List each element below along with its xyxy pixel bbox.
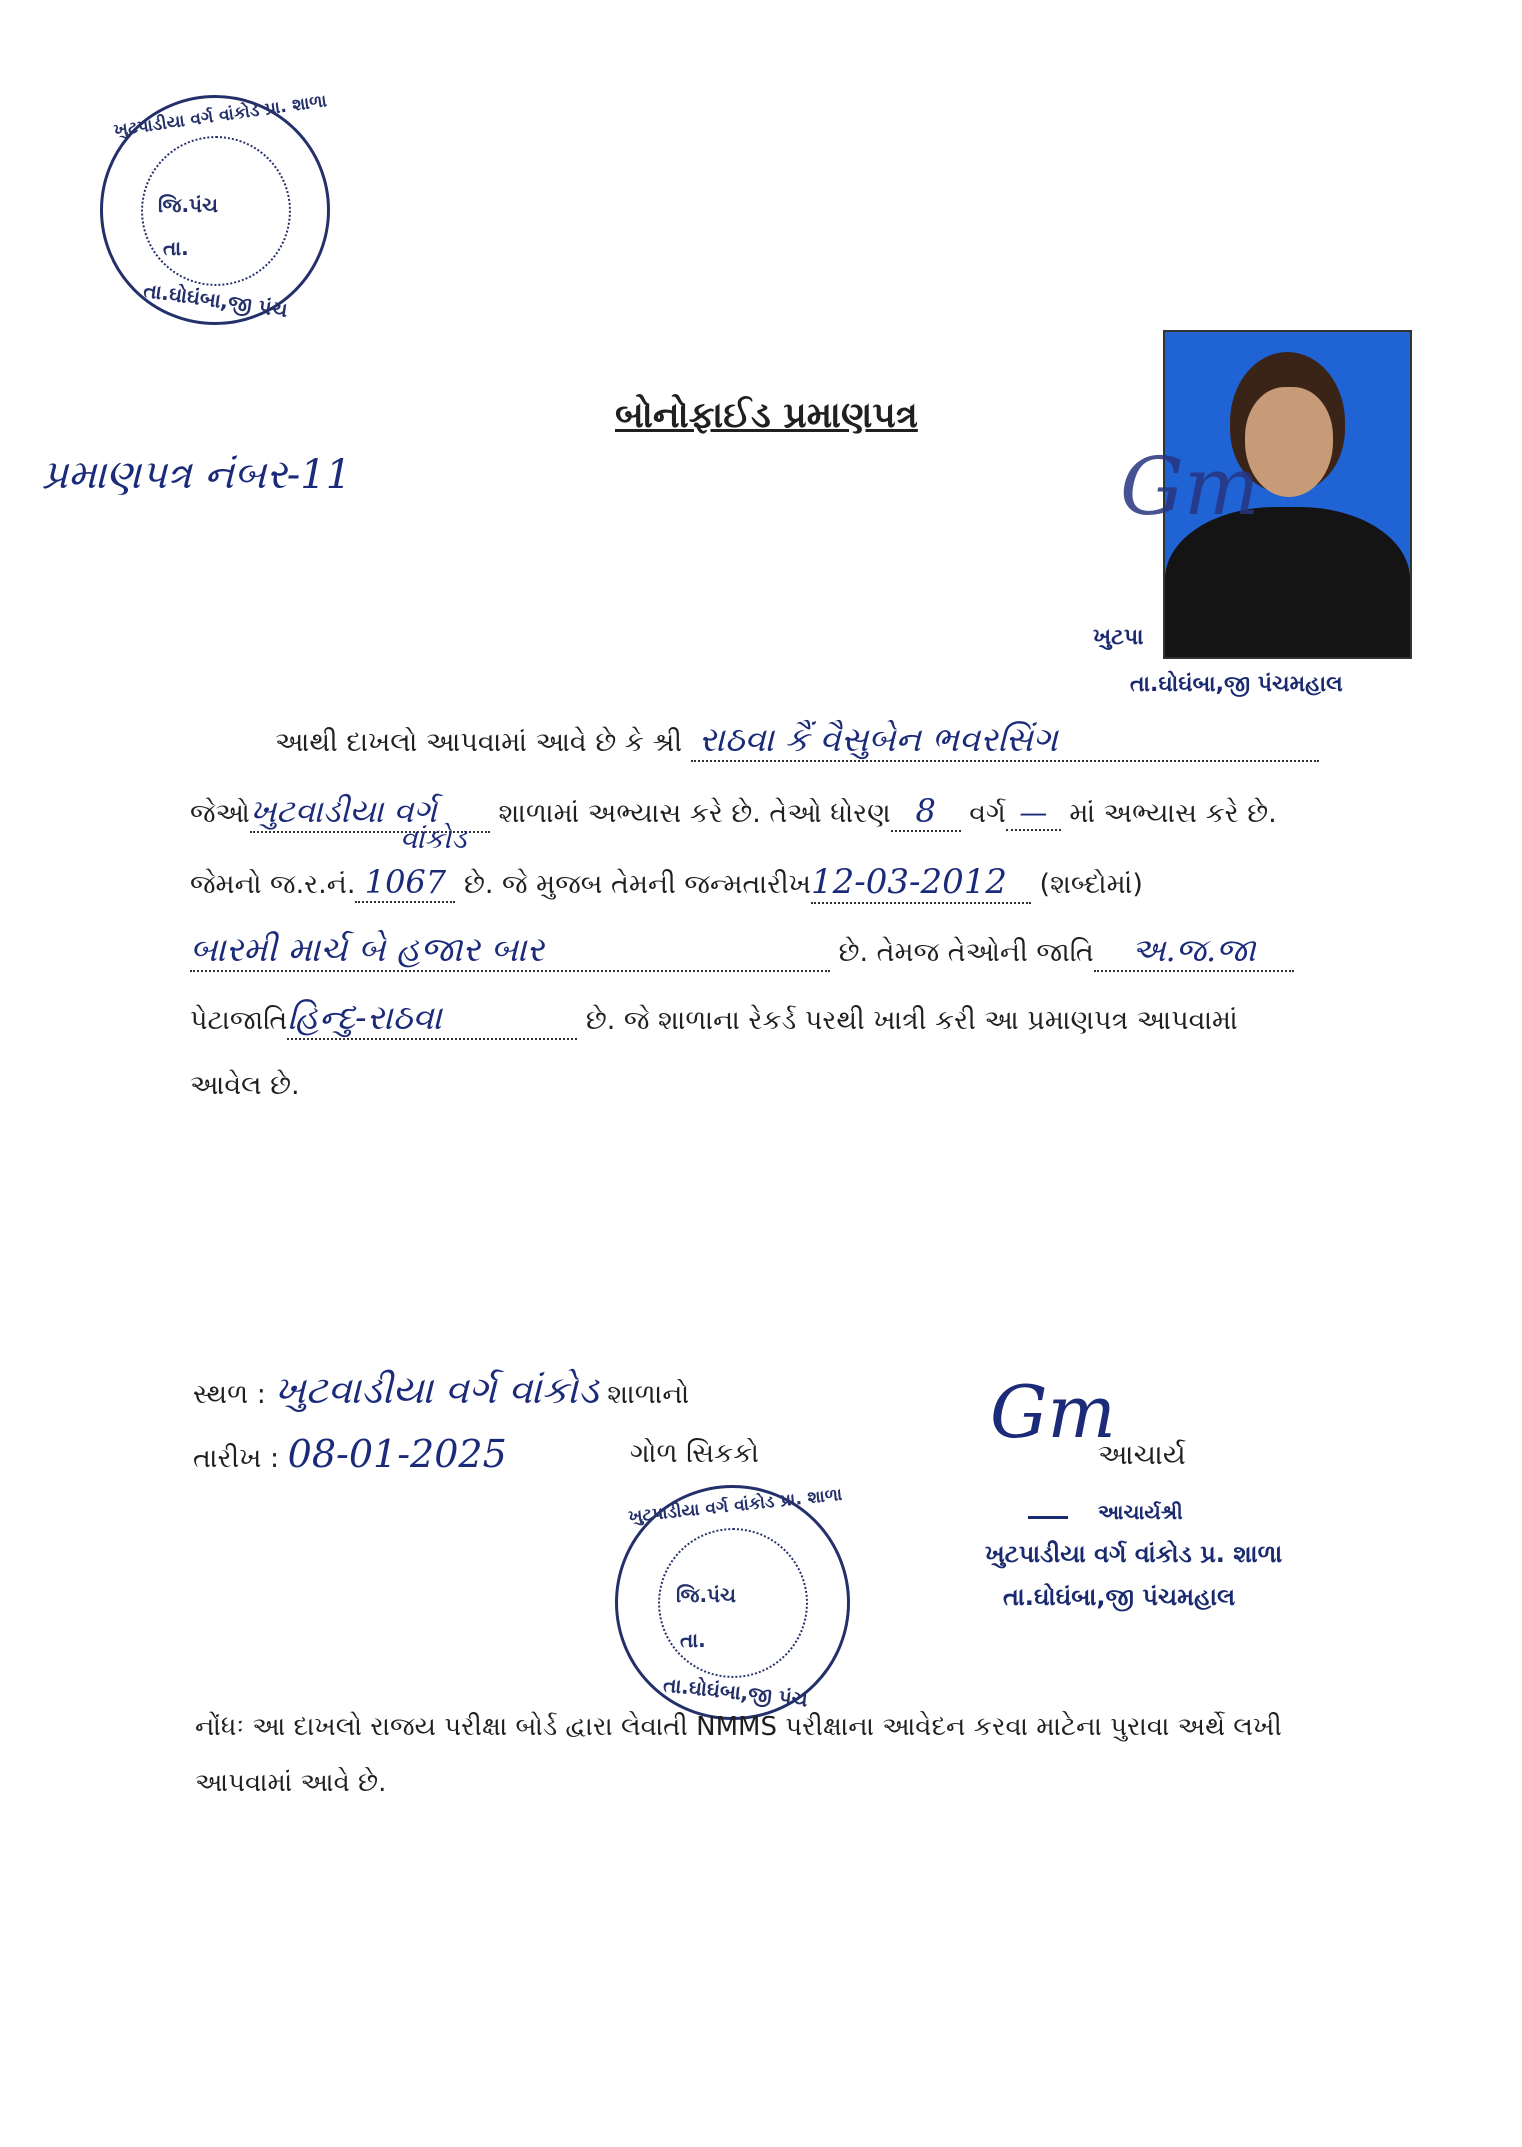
- place-value: ખુટવાડીયા વર્ગ વાંકોડ: [274, 1368, 599, 1412]
- bottom-stamp-center-line2: તા.: [680, 1628, 706, 1652]
- principal-seal-dash: [1028, 1516, 1068, 1519]
- line3-prefix: જેમનો જ.ર.નં.: [190, 869, 356, 900]
- line5-suffix: છે. જે શાળાના રેકર્ડ પરથી ખાત્રી કરી આ પ્રમાણપત્ર આપવામાં: [585, 1005, 1238, 1036]
- caste: અ.જ.જા: [1094, 931, 1294, 972]
- body-line-2: [190, 792, 1277, 833]
- certificate-title: બોનોફાઈડ પ્રમાણપત્ર: [615, 395, 918, 436]
- line1-prefix: આથી દાખલો આપવામાં આવે છે કે શ્રી: [275, 727, 683, 758]
- line3-suffix: (શબ્દોમાં): [1039, 869, 1143, 900]
- bottom-school-stamp: [615, 1485, 850, 1720]
- date-row: [193, 1432, 507, 1476]
- body-line-4: [190, 930, 1294, 972]
- photo-caption-line1: ખુટપા: [1093, 625, 1144, 650]
- principal-seal-line2: ખુટપાડીયા વર્ગ વાંકોડ પ્ર. શાળા: [985, 1540, 1283, 1568]
- principal-seal-line3: તા.ઘોઘંબા,જી પંચમહાલ: [1003, 1583, 1236, 1611]
- school-name: ખુટવાડીયા વર્ગ: [250, 792, 490, 833]
- line2-class: વર્ગ: [969, 798, 1006, 829]
- student-name: રાઠવા કૈં વૈસુબેન ભવરસિંગ: [691, 720, 1319, 762]
- bottom-stamp-center-line1: જિ.પંચ: [676, 1583, 737, 1607]
- photo-signature: Gm: [1120, 440, 1260, 533]
- place-suffix: શાળાનો: [607, 1379, 690, 1410]
- photo-caption-line2: તા.ઘોઘંબા,જી પંચમહાલ: [1130, 672, 1343, 697]
- note-line-2: આપવામાં આવે છે.: [195, 1768, 387, 1798]
- top-stamp-center-line1: જિ.પંચ: [158, 193, 219, 217]
- date-value: 08-01-2025: [287, 1432, 507, 1476]
- top-stamp-ring-text: ખુટપાડીયા વર્ગ વાંકોડ પ્રા. શાળા: [112, 91, 329, 141]
- place-row: [193, 1368, 689, 1413]
- line5-prefix: પેટાજાતિ: [190, 1005, 288, 1036]
- school-name-sub: વાંકોડ: [400, 822, 467, 855]
- body-line-3: [190, 862, 1143, 904]
- place-label: સ્થળ :: [193, 1379, 266, 1410]
- principal-signature: Gm: [990, 1370, 1116, 1454]
- certificate-number: પ્રમાણપત્ર નંબર-11: [42, 452, 352, 498]
- body-line-1: [275, 720, 1319, 762]
- note-line-1: નોંધઃ આ દાખલો રાજય પરીક્ષા બોર્ડ દ્વારા લેવાતી NMMS પરીક્ષાના આવેદન કરવા માટેના પુરાવા અર્થે લખી: [195, 1712, 1282, 1742]
- top-stamp-center-line2: તા.: [163, 236, 189, 260]
- standard: 8: [891, 792, 961, 832]
- principal-seal-line1: આચાર્યશ્રી: [1098, 1500, 1183, 1524]
- line3-mid: છે. જે મુજબ તેમની જન્મતારીખ: [464, 869, 811, 900]
- line2-mid: શાળામાં અભ્યાસ કરે છે. તેઓ ધોરણ: [498, 798, 891, 829]
- line2-prefix: જેઓ: [190, 798, 250, 829]
- date-label: તારીખ :: [193, 1443, 280, 1474]
- body-line-5: [190, 998, 1238, 1040]
- birth-date: 12-03-2012: [811, 862, 1031, 904]
- top-stamp-bottom-text: તા.ઘોઘંબા,જી પંચ: [142, 278, 290, 322]
- gr-number: 1067: [355, 863, 455, 903]
- top-school-stamp: [100, 91, 330, 325]
- principal-label: આચાર્ય: [1098, 1438, 1186, 1471]
- line2-suffix: માં અભ્યાસ કરે છે.: [1069, 798, 1277, 829]
- round-seal-label: ગોળ સિકકો: [630, 1438, 759, 1469]
- birth-date-words: બારમી માર્ચ બે હજાર બાર: [190, 930, 830, 972]
- bottom-stamp-ring-text: ખુટપાડીયા વર્ગ વાંકોડ પ્રા. શાળા: [627, 1484, 844, 1528]
- division: —: [1006, 796, 1061, 831]
- body-line-6: આવેલ છે.: [190, 1070, 300, 1101]
- bottom-stamp-bottom-text: તા.ઘોઘંબા,જી પંચ: [662, 1672, 809, 1712]
- line4-mid: છે. તેમજ તેઓની જાતિ: [838, 937, 1094, 968]
- subcaste: હિન્દુ-રાઠવા: [287, 998, 577, 1040]
